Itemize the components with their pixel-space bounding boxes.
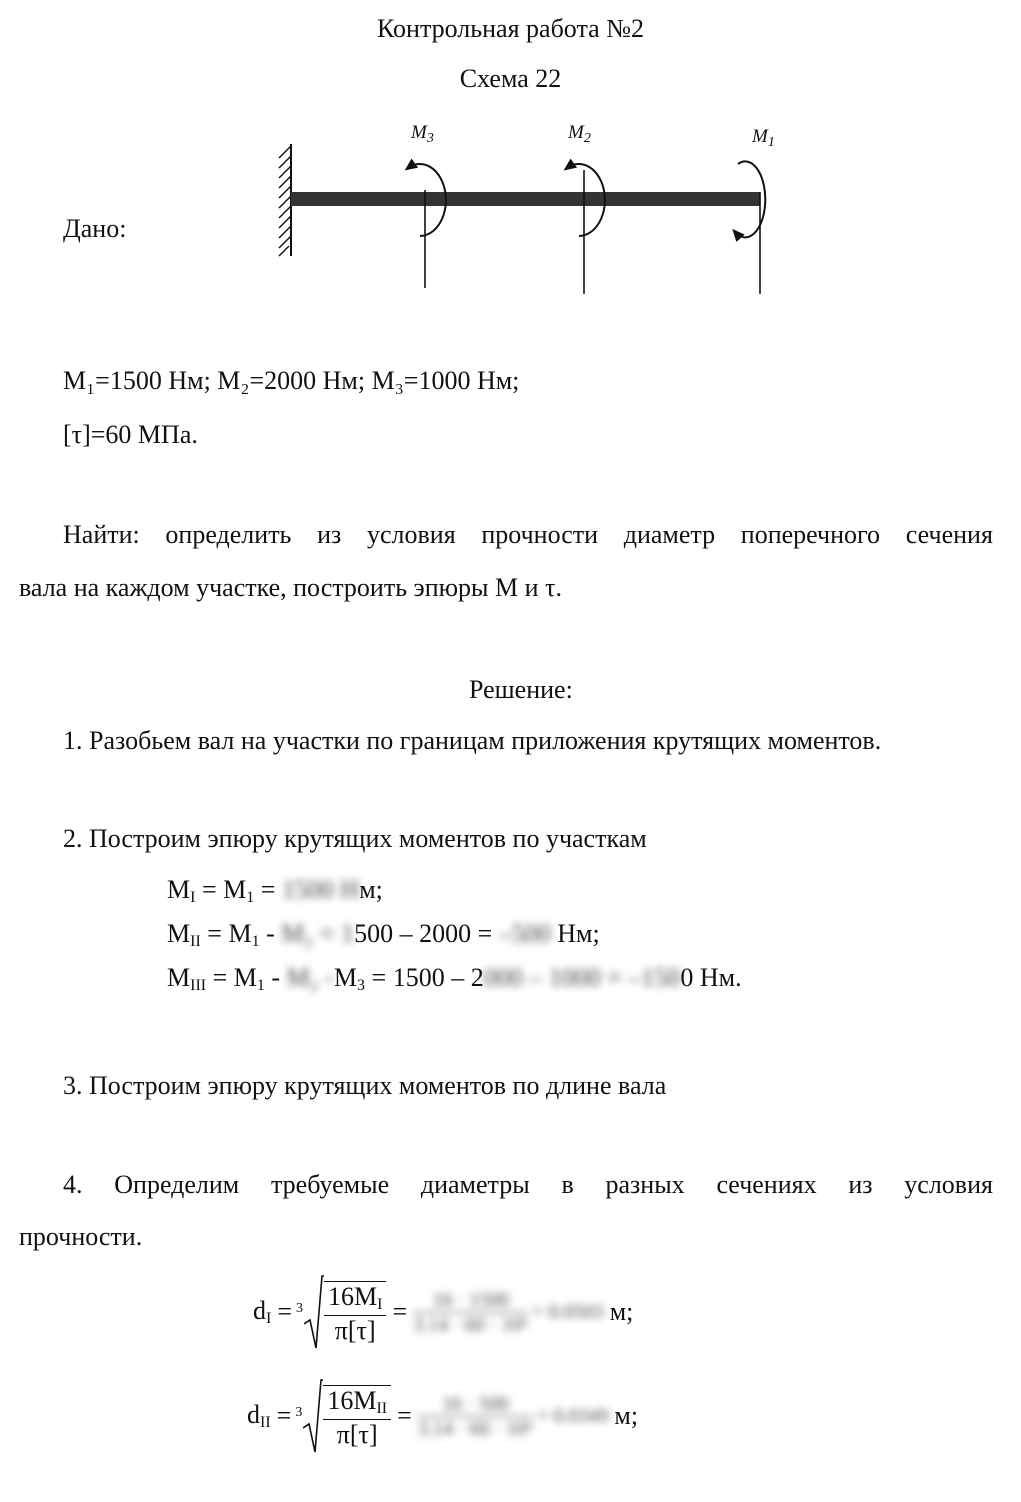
solution-heading: Решение: [469,675,573,704]
step-word: условия [904,1170,993,1199]
fixed-support [279,144,291,256]
task-word: сечения [905,520,993,549]
label-m3: $M_3$ [411,122,434,146]
formula-d1: $d_I$ = 3 $\frac{16M_I}{\pi[\tau]}$ = $\frac{16 \cdot 1500}{\text{3.14 · 60 · 10⁶}}$ = 0.0503 м; [253,1272,633,1352]
formula-d2: $d_{II}$ = 3 $\frac{16M_{II}}{\pi[\tau]}$ = $\frac{16 \cdot 500}{\text{3.14 · 60 · 10⁶}}$ = 0.0349 м; [247,1376,638,1456]
label-m1: $M_1$ [752,126,775,150]
step-word: разных [605,1170,685,1199]
blurred-value: 1500 Н [281,875,360,904]
step-2: 2. Построим эпюру крутящих моментов по участкам [63,824,647,853]
blurred-value: M₂ - [286,963,334,992]
task-word: из [317,520,342,549]
given-moments: M₁=1500 Нм; M₂=2000 Нм; M₃=1000 Нм; [63,366,520,395]
step-word: в [561,1170,574,1199]
blurred-result: $\frac{16 \cdot 500}{\text{3.14 · 60 · 10⁶}}$ = 0.0349 [417,1392,609,1440]
blurred-value: M₂ = 1 [281,919,355,948]
blurred-value: 000 – 1000 = –150 [483,963,681,992]
task-word: определить [165,520,292,549]
moment-m3 [408,164,446,288]
blurred-value: –500 [498,919,551,948]
task-word: условия [366,520,456,549]
step-word: требуемые [271,1170,390,1199]
given-stress: [τ]=60 МПа. [63,420,198,449]
step-word: 4. [63,1170,83,1199]
cube-root: 3 $\frac{16M_{II}}{\pi[\tau]}$ [297,1378,391,1454]
step-word: диаметры [420,1170,530,1199]
equation-m1: $M_I = M_1 = 1500$ Нм; [167,875,383,906]
step-word: из [848,1170,873,1199]
scheme-title: Схема 22 [459,64,562,93]
task-word: Найти: [63,520,140,549]
moment-m1 [735,161,765,294]
task-word: диаметр [623,520,716,549]
task-line-1 [63,522,993,548]
blurred-result: $\frac{16 \cdot 1500}{\text{3.14 · 60 · 10⁶}}$ = 0.0503 [413,1288,604,1336]
step-4-line-2: прочности. [19,1222,143,1251]
document-title: Контрольная работа №2 [377,14,644,43]
step-word: Определим [114,1170,240,1199]
equation-m3: $M_{III} = M_1 - M_2$ $-M_3 = 1500 - 2000 - 1000 = -1500$ Нм. [167,963,742,994]
label-m2: $M_2$ [568,122,591,146]
moment-m2 [567,164,605,294]
shaft-diagram [260,110,820,310]
given-label: Дано: [63,214,127,243]
step-word: сечениях [716,1170,817,1199]
task-line-2: вала на каждом участке, построить эпюры М и τ. [19,573,563,602]
task-word: прочности [481,520,599,549]
task-word: поперечного [740,520,881,549]
step-1: 1. Разобьем вал на участки по границам приложения крутящих моментов. [63,726,882,755]
equation-m2: $M_{II} = M_1 - M_2 = 1500 - 2000 = -500$ Нм; [167,919,600,950]
cube-root: 3 $\frac{16M_I}{\pi[\tau]}$ [298,1274,386,1350]
shaft [291,192,760,206]
step-4-line-1 [63,1172,993,1198]
step-3: 3. Построим эпюру крутящих моментов по длине вала [63,1071,667,1100]
